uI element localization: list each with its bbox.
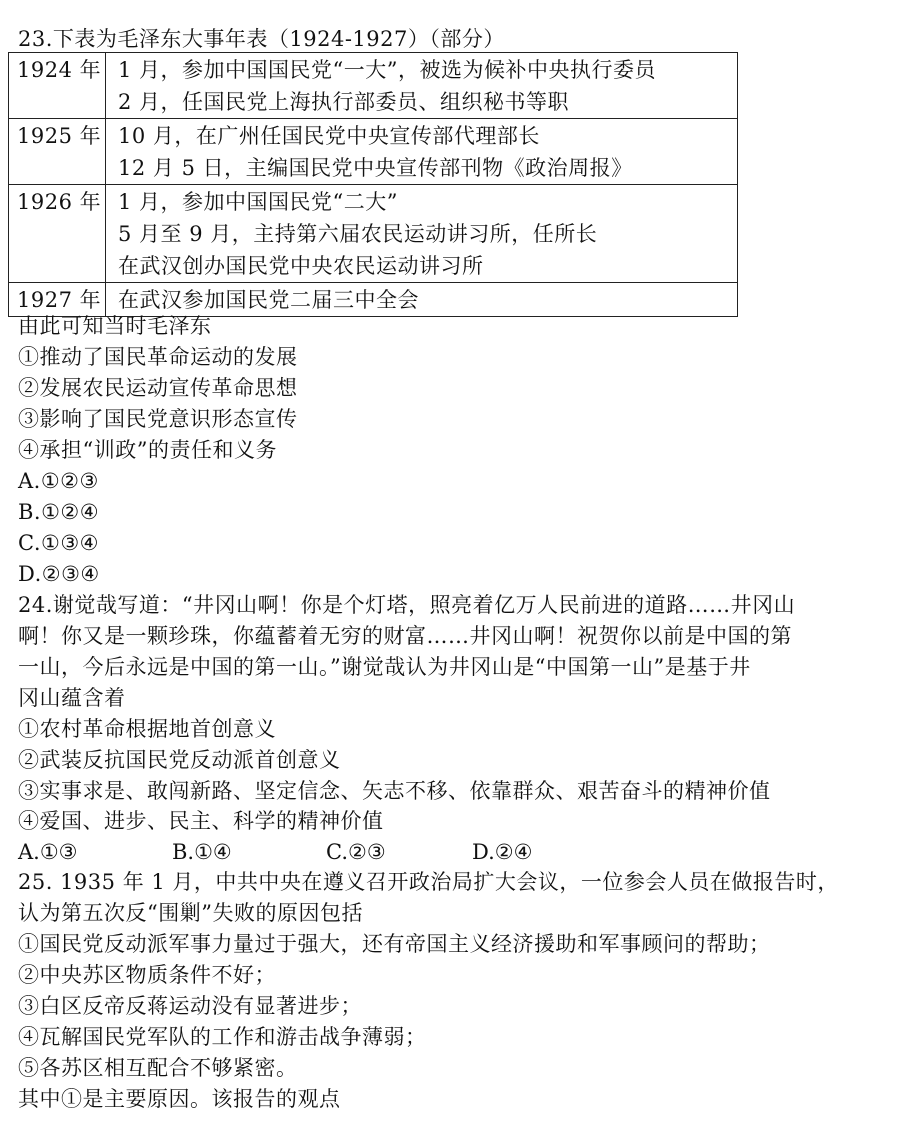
q23-option-b: B.①②④ [18, 500, 100, 524]
q24-option-c: C.②③ [326, 840, 386, 864]
q24-stem-line: 一山，今后永远是中国的第一山。”谢觉哉认为井冈山是“中国第一山”是基于井 [18, 655, 751, 679]
event-line: 在武汉参加国民党二届三中全会 [118, 288, 419, 312]
q23-option-d: D.②③④ [18, 562, 100, 586]
event-line: 1 月，参加中国国民党“一大”，被选为候补中央执行委员 [118, 58, 657, 82]
q23-statement: ③影响了国民党意识形态宣传 [18, 407, 298, 431]
event-line: 2 月，任国民党上海执行部委员、组织秘书等职 [118, 90, 570, 114]
q23-statement: ②发展农民运动宣传革命思想 [18, 376, 298, 400]
q24-options [18, 837, 718, 868]
events-cell [106, 119, 738, 185]
q24-statement: ④爱国、进步、民主、科学的精神价值 [18, 809, 384, 833]
q25-statement: ③白区反帝反蒋运动没有显著进步； [18, 994, 362, 1018]
year-cell: 1925 年 [9, 119, 106, 185]
q23-option-a: A.①②③ [18, 469, 99, 493]
table-row [9, 185, 738, 283]
q24-statement: ③实事求是、敢闯新路、坚定信念、矢志不移、依靠群众、艰苦奋斗的精神价值 [18, 779, 771, 803]
q23-event-table [8, 52, 738, 317]
q25-statement: ②中央苏区物质条件不好； [18, 963, 276, 987]
q24-stem-line: 24.谢觉哉写道：“井冈山啊！你是个灯塔，照亮着亿万人民前进的道路……井冈山 [18, 593, 796, 617]
q25-stem-line: 认为第五次反“围剿”失败的原因包括 [18, 901, 363, 925]
q24-option-a: A.①③ [18, 840, 78, 864]
events-cell [106, 185, 738, 283]
event-line: 10 月，在广州任国民党中央宣传部代理部长 [118, 124, 540, 148]
q23-stem: 由此可知当时毛泽东 [18, 314, 212, 338]
table-row [9, 53, 738, 119]
q25-statement: ④瓦解国民党军队的工作和游击战争薄弱； [18, 1025, 427, 1049]
q24-statement: ②武装反抗国民党反动派首创意义 [18, 748, 341, 772]
event-line: 在武汉创办国民党中央农民运动讲习所 [118, 254, 484, 278]
q23-option-c: C.①③④ [18, 531, 99, 555]
event-line: 1 月，参加中国国民党“二大” [118, 190, 399, 214]
year-cell: 1926 年 [9, 185, 106, 283]
q25-stem-line: 25. 1935 年 1 月，中共中央在遵义召开政治局扩大会议，一位参会人员在做报告时， [18, 870, 839, 894]
q24-statement: ①农村革命根据地首创意义 [18, 717, 276, 741]
q25-statement: ①国民党反动派军事力量过于强大，还有帝国主义经济援助和军事顾问的帮助； [18, 932, 771, 956]
q23-title: 23.下表为毛泽东大事年表（1924-1927）（部分） [18, 27, 505, 51]
event-line: 5 月至 9 月，主持第六届农民运动讲习所，任所长 [118, 222, 598, 246]
q24-option-d: D.②④ [472, 840, 533, 864]
year-cell: 1927 年 [9, 283, 106, 317]
q23-statement: ④承担“训政”的责任和义务 [18, 438, 277, 462]
q24-option-b: B.①④ [172, 840, 232, 864]
events-cell [106, 53, 738, 119]
q24-stem-line: 啊！你又是一颗珍珠，你蕴蓄着无穷的财富……井冈山啊！祝贺你以前是中国的第 [18, 624, 792, 648]
table-row [9, 119, 738, 185]
q25-statement: ⑤各苏区相互配合不够紧密。 [18, 1056, 298, 1080]
year-cell: 1924 年 [9, 53, 106, 119]
q24-stem-line: 冈山蕴含着 [18, 686, 126, 710]
event-line: 12 月 5 日，主编国民党中央宣传部刊物《政治周报》 [118, 156, 633, 180]
q25-tail: 其中①是主要原因。该报告的观点 [18, 1087, 341, 1111]
q23-statement: ①推动了国民革命运动的发展 [18, 345, 298, 369]
